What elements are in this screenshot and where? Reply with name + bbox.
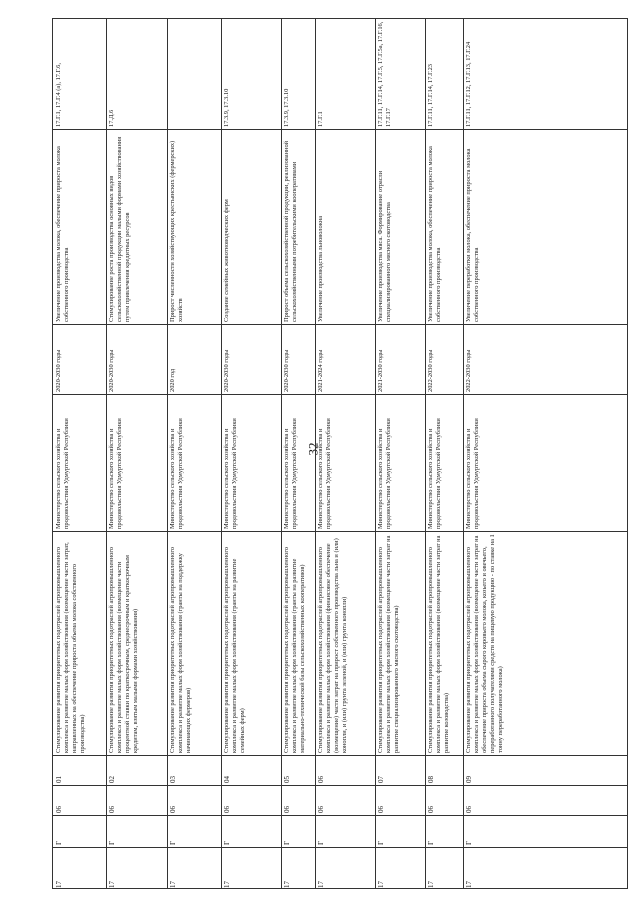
cell-text-result: Прирост численности хозяйствующих крестьянских (фермерских) хозяйств [169,140,184,322]
cell-text-measure: Стимулирование развития приоритетных подотраслей агропромышленного комплекса и развитие малых форм хозяйствования (возмещение части затрат, направленных на обеспечение прироста объема молока собственного производства) [55,542,86,753]
cell-text-period: 2022-2030 годы [427,349,434,392]
cell-text-result: Прирост объема сельскохозяйственной продукции, реализованной сельскохозяйственными потребительскими кооперативами [283,140,298,322]
cell-text-indicators: 17.3.9, 17.3.10 [223,88,230,127]
cell-text-measure: Стимулирование развития приоритетных подотраслей агропромышленного комплекса и развитие малых форм хозяйствования (возмещение части процентной ставки по краткосрочным, среднесрочным и краткосрочным кредитам, взятым малыми формами хозяйствования) [108,547,139,753]
table-cell-c1 [167,847,221,890]
cell-text-result: Увеличение производства молока, обеспечение прироста молока собственного производства [55,146,70,322]
table-cell-indicators [106,19,167,129]
cell-text-c3: 06 [427,806,435,813]
table-cell-c1 [106,847,167,890]
cell-text-c4: 02 [108,776,116,783]
cell-text-c3: 06 [283,806,291,813]
table-cell-period [167,324,221,394]
cell-text-result: Стимулирование роста производства основных видов сельскохозяйственной продукции малыми формами хозяйствования путем привлечения кредитных ресурсов [108,136,131,322]
cell-text-c1: 17 [317,881,325,888]
table-cell-c2 [463,815,629,847]
cell-text-period: 2020-2030 годы [108,349,115,392]
table-cell-result [463,129,629,324]
table-cell-c2 [375,815,425,847]
table-cell-result [375,129,425,324]
table-cell-c3 [463,785,629,815]
page-number-text: 32 [305,442,321,456]
cell-text-period: 2020-2030 годы [55,349,62,392]
cell-text-indicators: 17.3.9, 17.3.10 [283,88,290,127]
table-cell-executor [53,394,106,531]
table-cell-measure [106,531,167,755]
table-cell-indicators [281,19,315,129]
cell-text-result: Увеличение производства молока, обеспечение прироста молока собственного производства [427,146,442,322]
cell-text-measure: Стимулирование развития приоритетных подотраслей агропромышленного комплекса и развитие малых форм хозяйствования (возмещение части затрат на развитие специализированного мясного скотоводства) [377,535,400,753]
table-cell-result [167,129,221,324]
table-cell-indicators [425,19,463,129]
cell-text-measure: Стимулирование развития приоритетных подотраслей агропромышленного комплекса и развитие малых форм хозяйствования (финансовое обеспечение (возмещение) части затрат на прирост собственного производства льна и (или) конопли, и (или) грунта зеленой, и (или) грунта конопли) [317,538,348,753]
cell-text-period: 2020-2030 годы [283,349,290,392]
table-cell-c1 [221,847,281,890]
cell-text-period: 2022-2030 годы [465,349,472,392]
table-cell-indicators [463,19,629,129]
cell-text-result: Увеличение переработки молока, обеспечение прироста молока собственного производства [465,148,480,322]
cell-text-c4: 04 [223,776,231,783]
table-cell-executor [106,394,167,531]
table-cell-c3 [281,785,315,815]
cell-text-indicators: 17.Г.11, 17.Г.14, 17.Г.23 [427,63,434,127]
cell-text-c3: 06 [55,806,63,813]
cell-text-period: 2021-2024 годы [317,349,324,392]
table-cell-c4 [425,755,463,785]
cell-text-c2: Г [465,840,473,845]
cell-text-indicators: 17.Г.1 [317,111,324,127]
cell-text-c2: Г [317,840,325,845]
rotated-table [52,18,628,889]
cell-text-c3: 06 [317,806,325,813]
table-cell-result [221,129,281,324]
table-cell-c1 [281,847,315,890]
table-cell-c4 [315,755,375,785]
table-cell-measure [53,531,106,755]
cell-text-executor: Министерство сельского хозяйства и продовольствия Удмуртской Республики [108,418,123,529]
cell-text-c2: Г [108,840,116,845]
table-cell-measure [375,531,425,755]
table-cell-indicators [53,19,106,129]
table-cell-c4 [221,755,281,785]
table-cell-c2 [425,815,463,847]
table-cell-c3 [221,785,281,815]
cell-text-measure: Стимулирование развития приоритетных подотраслей агропромышленного комплекса и развитие малых форм хозяйствования (возмещение части затрат на развитие козоводства) [427,535,450,753]
table-cell-c2 [53,815,106,847]
table-cell-measure [425,531,463,755]
table-cell-measure [463,531,629,755]
cell-text-c2: Г [377,840,385,845]
cell-text-c3: 06 [223,806,231,813]
table-cell-c4 [281,755,315,785]
table-cell-executor [167,394,221,531]
table-cell-c2 [315,815,375,847]
cell-text-period: 2020 год [169,368,176,392]
table-cell-c2 [106,815,167,847]
table-cell-c4 [375,755,425,785]
cell-text-indicators: 17.Г.1, 17.Г.4 (а), 17.Г.6, [55,63,62,127]
table-cell-measure [167,531,221,755]
table-cell-result [315,129,375,324]
cell-text-measure: Стимулирование развития приоритетных подотраслей агропромышленного комплекса и развитие малых форм хозяйствования (гранты на поддержку начинающих фермеров) [169,547,192,753]
cell-text-c2: Г [55,840,63,845]
cell-text-c4: 07 [377,776,385,783]
cell-text-executor: Министерство сельского хозяйства и продовольствия Удмуртской Республики [377,418,392,529]
table-cell-c3 [315,785,375,815]
table-cell-period [106,324,167,394]
table-cell-result [106,129,167,324]
table-cell-c4 [106,755,167,785]
table-cell-c2 [221,815,281,847]
cell-text-indicators: 17.Д.6 [108,109,115,127]
table-cell-c1 [315,847,375,890]
cell-text-result: Увеличение производства мяса. Формирование отрасли специализированного мясного скотоводства [377,170,392,322]
table-cell-period [425,324,463,394]
cell-text-c1: 17 [377,881,385,888]
cell-text-c4: 06 [317,776,325,783]
table-cell-result [53,129,106,324]
cell-text-c4: 08 [427,776,435,783]
cell-text-measure: Стимулирование развития приоритетных подотраслей агропромышленного комплекса и развитие малых форм хозяйствования (возмещение части затрат на обеспечение прироста объема сырого коровьего молока, козьего и овечьего, переработанного получателями средств на пищевую продукцию - по ставке на 1 тонну переработанного молока) [465,534,504,753]
cell-text-measure: Стимулирование развития приоритетных подотраслей агропромышленного комплекса и развитие малых форм хозяйствования (гранты на развитие семейных ферм) [223,547,246,753]
cell-text-c2: Г [283,840,291,845]
cell-text-c2: Г [427,840,435,845]
cell-text-c1: 17 [108,881,116,888]
cell-text-executor: Министерство сельского хозяйства и продовольствия Удмуртской Республики [55,418,70,529]
cell-text-c3: 06 [465,806,473,813]
cell-text-c1: 17 [169,881,177,888]
table-cell-c3 [167,785,221,815]
cell-text-executor: Министерство сельского хозяйства и продовольствия Удмуртской Республики [283,418,298,529]
table-cell-c4 [463,755,629,785]
table-cell-result [281,129,315,324]
cell-text-c1: 17 [223,881,231,888]
table-cell-c1 [463,847,629,890]
table-cell-executor [315,394,375,531]
table-cell-c4 [167,755,221,785]
table-cell-indicators [315,19,375,129]
cell-text-c4: 05 [283,776,291,783]
cell-text-c4: 09 [465,776,473,783]
table-cell-period [463,324,629,394]
table-cell-period [375,324,425,394]
table-cell-c1 [425,847,463,890]
table-cell-indicators [221,19,281,129]
cell-text-c2: Г [169,840,177,845]
cell-text-c4: 03 [169,776,177,783]
table-cell-executor [221,394,281,531]
cell-text-c3: 06 [169,806,177,813]
table-cell-indicators [167,19,221,129]
table-cell-period [281,324,315,394]
table-cell-c2 [281,815,315,847]
table-cell-c3 [425,785,463,815]
table-cell-indicators [375,19,425,129]
cell-text-c3: 06 [108,806,116,813]
table-cell-c4 [53,755,106,785]
table-cell-c3 [375,785,425,815]
table-cell-measure [221,531,281,755]
cell-text-period: 2020-2030 годы [223,349,230,392]
table-cell-c2 [167,815,221,847]
cell-text-c3: 06 [377,806,385,813]
cell-text-c4: 01 [55,776,63,783]
cell-text-c1: 17 [427,881,435,888]
cell-text-result: Увеличение производства льноволокна [317,215,324,322]
cell-text-c1: 17 [55,881,63,888]
table-cell-executor [281,394,315,531]
table-cell-c1 [53,847,106,890]
table-cell-measure [315,531,375,755]
cell-text-executor: Министерство сельского хозяйства и продовольствия Удмуртской Республики [223,418,238,529]
cell-text-c1: 17 [465,881,473,888]
table-cell-executor [463,394,629,531]
cell-text-c2: Г [223,840,231,845]
cell-text-executor: Министерство сельского хозяйства и продовольствия Удмуртской Республики [169,418,184,529]
table-cell-result [425,129,463,324]
cell-text-measure: Стимулирование развития приоритетных подотраслей агропромышленного комплекса и развитие малых форм хозяйствования (гранты на развитие материально-технической базы сельскохозяйственных кооперативов) [283,547,306,753]
cell-text-period: 2021-2030 годы [377,349,384,392]
cell-text-result: Создание семейных животноводческих ферм [223,199,230,322]
cell-text-c1: 17 [283,881,291,888]
cell-text-executor: Министерство сельского хозяйства и продовольствия Удмуртской Республики [317,418,332,529]
table-cell-executor [375,394,425,531]
table-cell-executor [425,394,463,531]
cell-text-executor: Министерство сельского хозяйства и продовольствия Удмуртской Республики [465,418,480,529]
table-cell-period [53,324,106,394]
table-cell-period [315,324,375,394]
table-cell-c1 [375,847,425,890]
table-cell-measure [281,531,315,755]
table-cell-c3 [106,785,167,815]
cell-text-indicators: 17.Г.11, 17.Г.14, 17.Г.5, 17.Г.5а, 17.Г.16, 17.Г.17 [377,21,392,127]
table-cell-c3 [53,785,106,815]
cell-text-indicators: 17.Г.11, 17.Г.12, 17.Г.13, 17.Г.24 [465,41,472,127]
cell-text-executor: Министерство сельского хозяйства и продовольствия Удмуртской Республики [427,418,442,529]
table-cell-period [221,324,281,394]
